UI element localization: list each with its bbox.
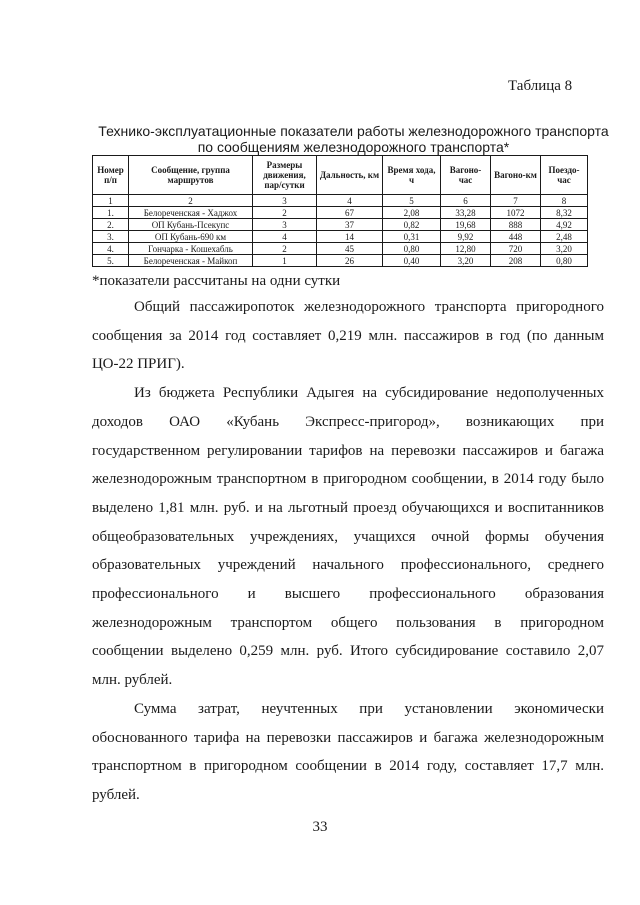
table-cell: Белореченская - Майкоп [129,255,253,267]
table-cell: ОП Кубань-690 км [129,231,253,243]
table-row [93,231,588,243]
column-number-cell: 3 [253,195,317,207]
table-cell: 33,28 [441,207,491,219]
table-header-row [93,156,588,195]
table-cell: 4. [93,243,129,255]
table-cell: 2,08 [383,207,441,219]
table-cell: 1. [93,207,129,219]
data-table [92,155,588,267]
column-number-cell: 1 [93,195,129,207]
table-cell: 448 [491,231,541,243]
table-footnote: *показатели рассчитаны на одни сутки [92,273,341,289]
header-cell: Вагоно-час [441,156,491,195]
paragraph: Сумма затрат, неучтенных при установлении экономически обоснованного тарифа на перевозки пассажиров и багажа железнодорожным транспортном в пригородном сообщении в 2014 году, составляет 17,7 млн. рублей. [92,700,604,803]
table-cell: 9,92 [441,231,491,243]
table-cell: 1072 [491,207,541,219]
column-number-cell: 4 [317,195,383,207]
table-cell: 8,32 [541,207,588,219]
paragraph: Из бюджета Республики Адыгея на субсидирование недополученных доходов ОАО «Кубань Экспресс-пригород», возникающих при государственном регулировании тарифов на перевозки пассажиров и багажа железнодорожным транспортном в пригородном сообщении, в 2014 году было выделено 1,81 млн. руб. и на льготный проезд обучающихся и воспитанников общеобразовательных учреждениях, учащихся очной формы обучения образовательных учреждений начального профессионального, среднего профессионального и высшего профессионального образования железнодорожным транспортом общего пользования в пригородном сообщении выделено 0,259 млн. руб. Итого субсидирование составило 2,07 млн. рублей. [92,385,604,689]
header-cell: Дальность, км [317,156,383,195]
table-cell: 2 [253,207,317,219]
table-cell: 67 [317,207,383,219]
table-cell: Гончарка - Кошехабль [129,243,253,255]
header-cell: Время хода, ч [383,156,441,195]
body-text [92,293,604,810]
header-cell: Вагоно-км [491,156,541,195]
table-row [93,243,588,255]
header-cell: Номер п/п [93,156,129,195]
table-cell: 888 [491,219,541,231]
table-caption: Технико-эксплуатационные показатели работы железнодорожного транспорта по сообщениям железнодорожного транспорта* [98,123,609,155]
column-number-cell: 5 [383,195,441,207]
table-cell: ОП Кубань-Псекупс [129,219,253,231]
table-cell: 3. [93,231,129,243]
header-cell: Поездо-час [541,156,588,195]
table-cell: 0,80 [383,243,441,255]
table-cell: 0,31 [383,231,441,243]
table-cell: 0,82 [383,219,441,231]
table-row [93,219,588,231]
table-cell: 5. [93,255,129,267]
column-number-row [93,195,588,207]
table-cell: 4,92 [541,219,588,231]
table-cell: 45 [317,243,383,255]
column-number-cell: 7 [491,195,541,207]
table-cell: 2. [93,219,129,231]
table-cell: 4 [253,231,317,243]
column-number-cell: 8 [541,195,588,207]
table-cell: Белореченская - Хаджох [129,207,253,219]
header-cell: Сообщение, группа маршрутов [129,156,253,195]
table-cell: 26 [317,255,383,267]
page-number: 33 [312,819,328,835]
table-cell: 3 [253,219,317,231]
table-cell: 37 [317,219,383,231]
column-number-cell: 6 [441,195,491,207]
table-cell: 1 [253,255,317,267]
column-number-cell: 2 [129,195,253,207]
table-row [93,255,588,267]
table-cell: 19,68 [441,219,491,231]
table-cell: 14 [317,231,383,243]
table-cell: 0,40 [383,255,441,267]
table-cell: 3,20 [441,255,491,267]
table-cell: 3,20 [541,243,588,255]
table-cell: 208 [491,255,541,267]
table-cell: 2,48 [541,231,588,243]
table-cell: 0,80 [541,255,588,267]
table-label: Таблица 8 [508,78,573,94]
header-cell: Размеры движения, пар/сутки [253,156,317,195]
table-row [93,207,588,219]
table-cell: 12,80 [441,243,491,255]
paragraph: Общий пассажиропоток железнодорожного транспорта пригородного сообщения за 2014 год составляет 0,219 млн. пассажиров в год (по данным ЦО-22 ПРИГ). [92,299,604,373]
table-cell: 2 [253,243,317,255]
table-cell: 720 [491,243,541,255]
